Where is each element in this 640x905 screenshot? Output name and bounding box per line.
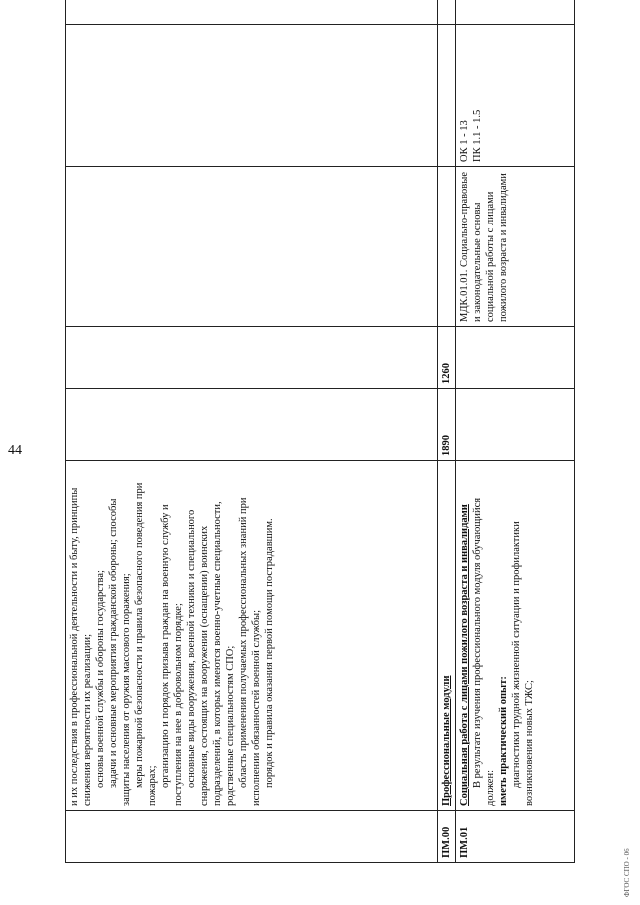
requirement-line: основы военной службы и обороны государства; <box>95 569 106 788</box>
cell-hours-max: 1890 <box>438 388 456 460</box>
cell-discipline: МДК.01.01. Социально-правовые и законодательные основы социальной работы с лицами пожилого возраста и инвалидами <box>456 166 575 326</box>
cell-hours-max <box>66 388 438 460</box>
cell-extra <box>66 0 438 24</box>
table-row-continuation <box>66 0 438 862</box>
cell-discipline <box>438 166 456 326</box>
cell-hours-required <box>456 326 575 388</box>
cell-competencies <box>456 24 575 166</box>
requirement-line: и их последствия в профессиональной деятельности и быту, принципы снижения вероятности их реализации; <box>69 487 93 806</box>
page-number: 44 <box>8 442 22 458</box>
cell-requirements <box>66 460 438 810</box>
requirement-line: организацию и порядок призыва граждан на военную службу и поступления на нее в добровольном порядке; <box>160 503 184 806</box>
cell-code <box>66 810 438 862</box>
cell-competencies <box>66 24 438 166</box>
module-intro: В результате изучения профессионального модуля обучающийся должен: <box>472 497 496 806</box>
footer-text: ФГОС СПО - 06 <box>623 847 631 897</box>
cell-extra <box>456 0 575 24</box>
experience-text: диагностики трудной жизненной ситуации и профилактики возникновения новых ТЖС; <box>511 520 535 806</box>
curriculum-table <box>65 0 575 863</box>
table-row-pm01 <box>456 0 575 862</box>
requirement-line: меры пожарной безопасности и правила безопасного поведения при пожарах; <box>134 482 158 806</box>
cell-hours-max <box>456 388 575 460</box>
cell-code: ПМ.01 <box>456 810 575 862</box>
cell-requirements <box>456 460 575 810</box>
cell-title: Профессиональные модули <box>438 460 456 810</box>
competency-line: ОК 1 - 13 <box>459 119 470 162</box>
module-title: Социальная работа с лицами пожилого возраста и инвалидами <box>459 503 470 806</box>
cell-hours-required: 1260 <box>438 326 456 388</box>
requirement-line: область применения получаемых профессиональных знаний при исполнении обязанностей военной службы; <box>238 497 262 806</box>
rotated-table-wrapper <box>65 43 631 897</box>
cell-discipline <box>66 166 438 326</box>
cell-code: ПМ.00 <box>438 810 456 862</box>
requirement-line: основные виды вооружения, военной техники и специального снаряжения, состоящих на вооружении (оснащении) воинских подразделений, в которых имеются военно-учетные специальности, родственные специальностям СПО; <box>186 500 236 806</box>
requirement-line: задачи и основные мероприятия гражданской обороны; способы защиты населения от оружия массового поражения; <box>108 498 132 806</box>
table-row-pm00 <box>438 0 456 862</box>
experience-label: иметь практический опыт: <box>498 675 509 806</box>
competency-line: ПК 1.1 - 1.5 <box>472 109 483 162</box>
requirement-line: порядок и правила оказания первой помощи пострадавшим. <box>264 517 275 788</box>
cell-competencies <box>438 24 456 166</box>
cell-hours-required <box>66 326 438 388</box>
cell-extra <box>438 0 456 24</box>
